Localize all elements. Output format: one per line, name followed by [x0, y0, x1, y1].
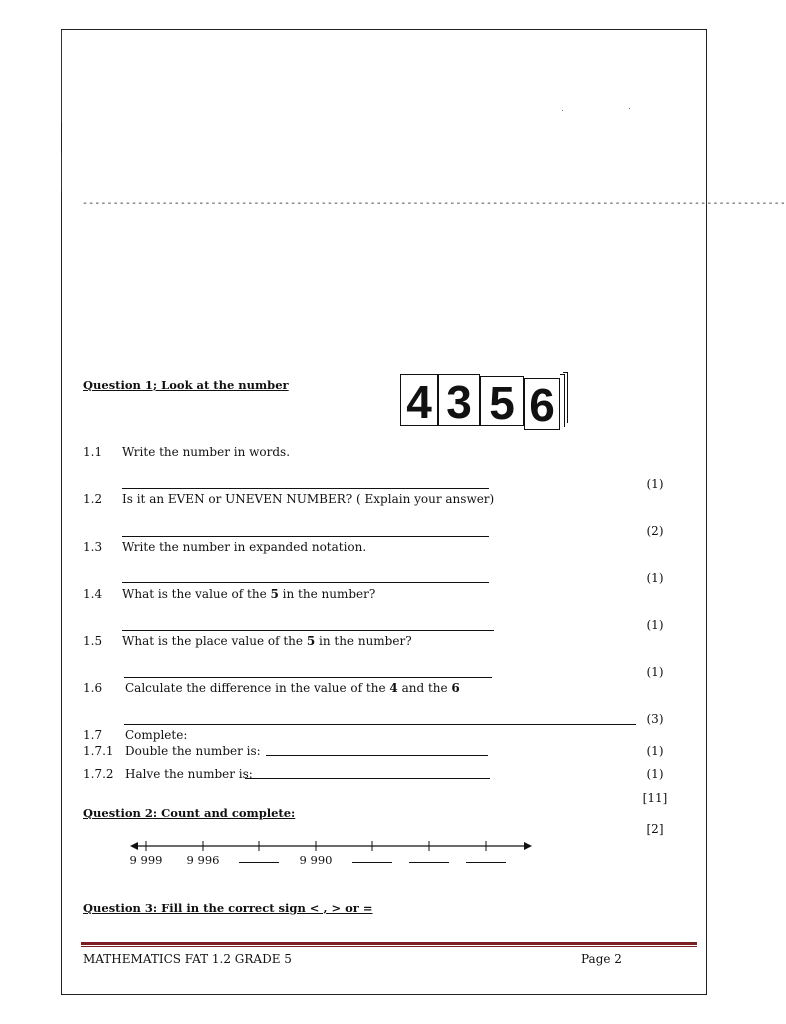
number-line-label: 9 999 [129, 853, 163, 867]
mark: (2) [646, 524, 664, 538]
question1-total: [11] [642, 791, 668, 805]
answer-line-1-1[interactable] [122, 488, 489, 489]
item-number: 1.4 [83, 587, 103, 601]
separator-dashes: ------------------------------------------------------------------------------------------------------------------- [82, 198, 786, 209]
card-digit: 6 [524, 378, 560, 430]
item-text: What is the place value of the 5 in the number? [122, 634, 412, 648]
answer-line-1-7-1[interactable] [266, 755, 488, 756]
page-number: Page 2 [581, 952, 622, 966]
item-text: Double the number is: [125, 744, 261, 758]
number-line-label: 9 996 [186, 853, 220, 867]
item-text: Halve the number is: [125, 767, 253, 781]
number-line-blank[interactable] [352, 862, 392, 863]
answer-line-1-6[interactable] [124, 724, 636, 725]
page-edge-mark-top [61, 30, 62, 122]
item-number: 1.5 [83, 634, 103, 648]
answer-line-1-3[interactable] [122, 582, 489, 583]
item-text: Calculate the difference in the value of the 4 and the 6 [125, 681, 460, 695]
item-number: 1.1 [83, 445, 103, 459]
number-line-blank[interactable] [466, 862, 506, 863]
item-number: 1.6 [83, 681, 103, 695]
mark: (1) [646, 744, 664, 758]
item-number: 1.7.1 [83, 744, 114, 758]
card-stack-edge [563, 372, 568, 423]
item-number: 1.7.2 [83, 767, 114, 781]
item-text: Write the number in expanded notation. [122, 540, 367, 554]
number-line-blank[interactable] [239, 862, 279, 863]
answer-line-1-4[interactable] [122, 630, 494, 631]
speck [562, 110, 563, 111]
footer-rule [81, 946, 697, 947]
question2-mark: [2] [646, 822, 664, 836]
card-digit: 3 [438, 374, 480, 426]
answer-line-1-7-2[interactable] [245, 778, 490, 779]
item-text: What is the value of the 5 in the number? [122, 587, 376, 601]
mark: (3) [646, 712, 664, 726]
page-edge-mark-bottom [61, 153, 62, 191]
mark: (1) [646, 571, 664, 585]
number-line-label: 9 990 [299, 853, 333, 867]
item-number: 1.3 [83, 540, 103, 554]
card-digit: 4 [400, 374, 438, 426]
item-text: Is it an EVEN or UNEVEN NUMBER? ( Explain your answer) [122, 492, 495, 506]
mark: (1) [646, 767, 664, 781]
number-cards [400, 370, 570, 432]
speck [629, 108, 630, 109]
number-line-blank[interactable] [409, 862, 449, 863]
question3-title: Question 3: Fill in the correct sign < , > or = [83, 901, 373, 915]
item-text: Complete: [125, 728, 188, 742]
footer-rule [81, 942, 697, 945]
item-number: 1.2 [83, 492, 103, 506]
answer-line-1-2[interactable] [122, 536, 489, 537]
mark: (1) [646, 665, 664, 679]
mark: (1) [646, 618, 664, 632]
footer-title: MATHEMATICS FAT 1.2 GRADE 5 [83, 952, 292, 966]
number-line [128, 835, 538, 875]
number-line-axis [128, 835, 538, 855]
item-text: Write the number in words. [122, 445, 291, 459]
item-number: 1.7 [83, 728, 103, 742]
question2-title: Question 2: Count and complete: [83, 806, 296, 820]
card-digit: 5 [480, 376, 524, 426]
question1-title: Question 1; Look at the number [83, 378, 289, 392]
mark: (1) [646, 477, 664, 491]
answer-line-1-5[interactable] [124, 677, 492, 678]
